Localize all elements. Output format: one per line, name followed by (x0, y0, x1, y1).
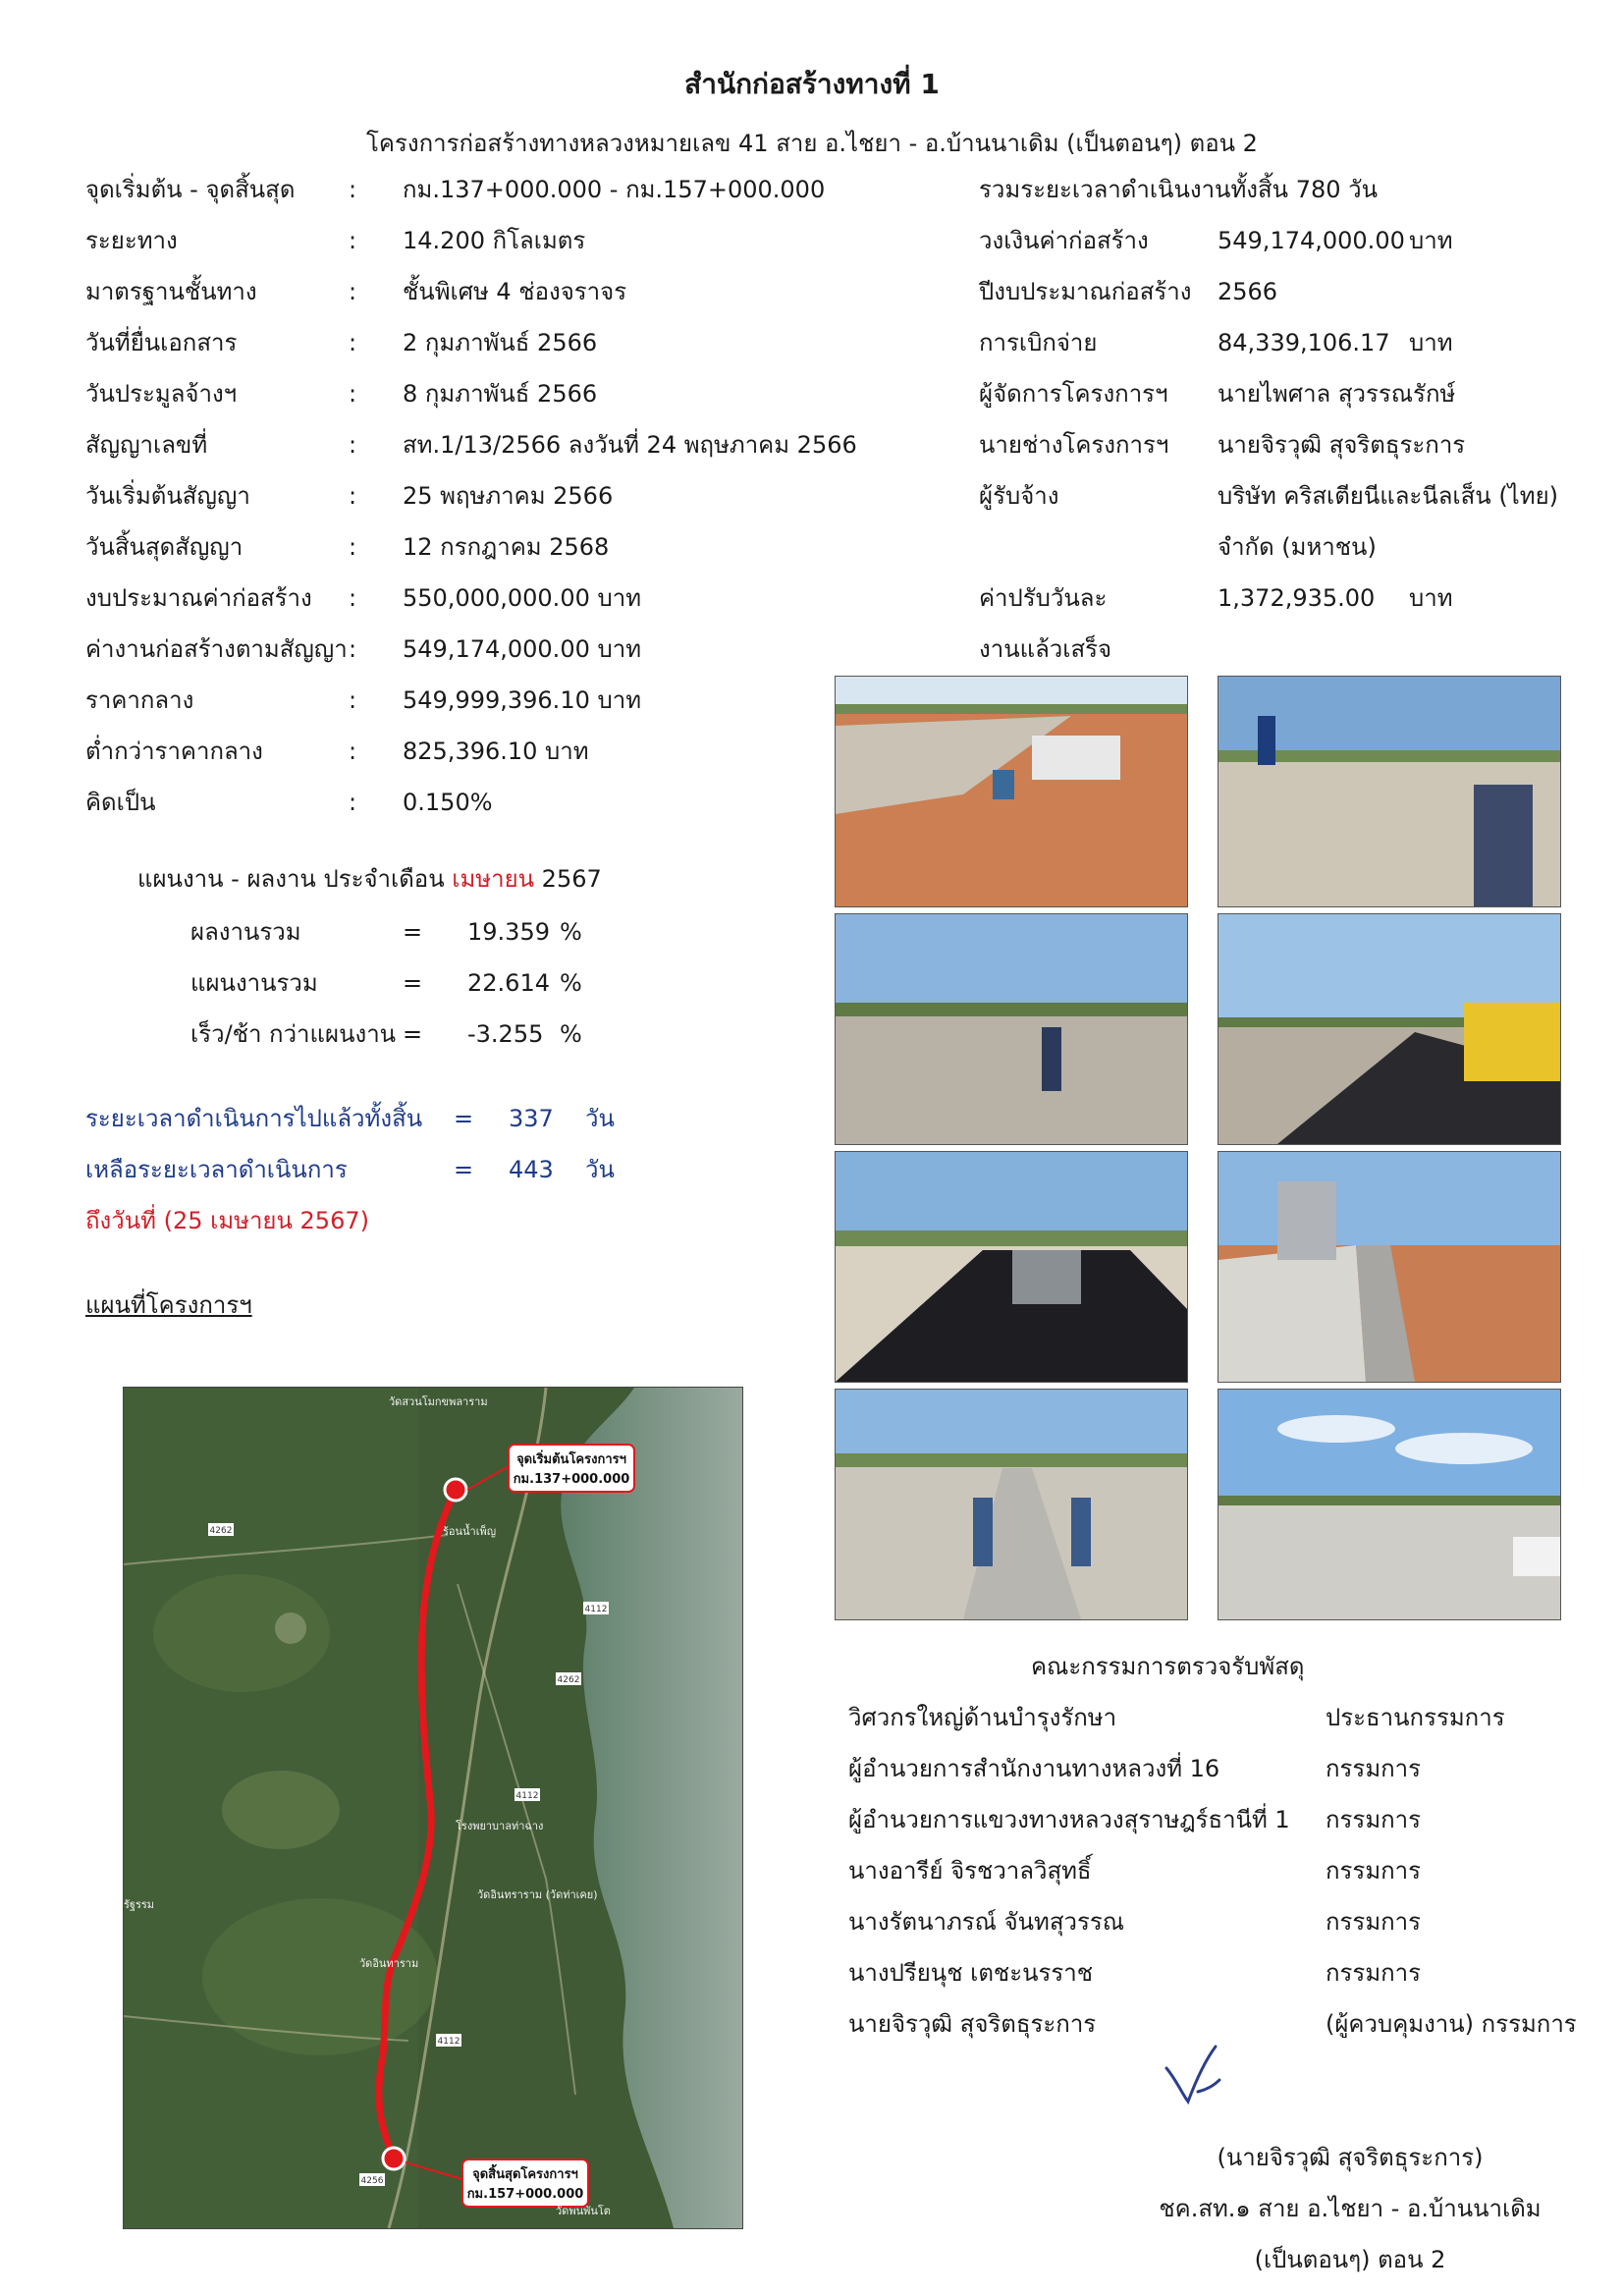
info-value: 8 กุมภาพันธ์ 2566 (403, 380, 598, 408)
construction-photo (835, 913, 1188, 1145)
progress-heading (137, 864, 602, 894)
map-place-label: วัดอินทราราม (วัดท่าเคย) (477, 1888, 598, 1901)
info-separator: : (349, 635, 357, 663)
info-label: งบประมาณค่าก่อสร้าง (85, 584, 312, 612)
fine-label-line2: งานแล้วเสร็จ (979, 635, 1112, 663)
duration-total: รวมระยะเวลาดำเนินงานทั้งสิ้น 780 วัน (979, 176, 1379, 203)
map-start-km: กม.137+000.000 (513, 1472, 630, 1487)
committee-member-role: กรรมการ (1326, 1908, 1422, 1936)
construction-photo (835, 676, 1188, 907)
fine-label: ค่าปรับวันละ (979, 584, 1108, 612)
info-separator: : (349, 533, 357, 561)
project-name: โครงการก่อสร้างทางหลวงหมายเลข 41 สาย อ.ไชยา - อ.บ้านนาเดิม (เป็นตอนๆ) ตอน 2 (366, 130, 1258, 157)
contractor-label: ผู้รับจ้าง (979, 482, 1059, 510)
info-value: 550,000,000.00 บาท (403, 584, 642, 612)
progress-unit: % (560, 1020, 582, 1048)
info-value: กม.137+000.000 - กม.157+000.000 (403, 176, 826, 203)
progress-value: -3.255 (467, 1020, 544, 1048)
info-label: ต่ำกว่าราคากลาง (85, 738, 263, 765)
progress-label: เร็ว/ช้า กว่าแผนงาน (190, 1020, 397, 1048)
info-separator: : (349, 789, 357, 816)
info-label: จุดเริ่มต้น - จุดสิ้นสุด (85, 176, 296, 203)
committee-member-name: วิศวกรใหญ่ด้านบำรุงรักษา (848, 1704, 1117, 1731)
info-label: วันเริ่มต้นสัญญา (85, 482, 250, 510)
signature-icon (1159, 2041, 1237, 2109)
page-title: สำนักก่อสร้างทางที่ 1 (684, 68, 940, 100)
remaining-unit: วัน (585, 1156, 615, 1183)
committee-member-name: ผู้อำนวยการสำนักงานทางหลวงที่ 16 (848, 1755, 1220, 1782)
remaining-value: 443 (509, 1156, 554, 1183)
start-pin-icon (445, 1479, 466, 1501)
fiscal-value: 2566 (1218, 278, 1278, 305)
map-place-label: รัฐรรม (124, 1898, 155, 1911)
fiscal-label: ปีงบประมาณก่อสร้าง (979, 278, 1192, 305)
info-label: ค่างานก่อสร้างตามสัญญา (85, 635, 348, 663)
committee-member-role: กรรมการ (1326, 1755, 1422, 1782)
road-number: 4112 (437, 2037, 460, 2047)
progress-eq: = (403, 1020, 423, 1048)
info-label: ราคากลาง (85, 686, 194, 714)
progress-label: ผลงานรวม (190, 918, 301, 946)
road-number: 4112 (515, 1791, 539, 1801)
construction-photo (1218, 676, 1561, 907)
info-separator: : (349, 482, 357, 510)
elapsed-label: ระยะเวลาดำเนินการไปแล้วทั้งสิ้น (85, 1105, 423, 1132)
committee-member-role: (ผู้ควบคุมงาน) กรรมการ (1326, 2010, 1577, 2038)
contractor-value-line2: จำกัด (มหาชน) (1218, 533, 1377, 561)
progress-unit: % (560, 969, 582, 997)
info-value: สท.1/13/2566 ลงวันที่ 24 พฤษภาคม 2566 (403, 431, 857, 459)
committee-member-role: กรรมการ (1326, 1959, 1422, 1987)
remaining-label: เหลือระยะเวลาดำเนินการ (85, 1156, 348, 1183)
committee-member-name: ผู้อำนวยการแขวงทางหลวงสุราษฎร์ธานีที่ 1 (848, 1806, 1290, 1833)
info-value: 0.150% (403, 789, 493, 816)
project-engineer-label: นายช่างโครงการฯ (979, 431, 1169, 459)
budget-label: วงเงินค่าก่อสร้าง (979, 227, 1149, 254)
signer-position-line2: (เป็นตอนๆ) ตอน 2 (1254, 2246, 1446, 2273)
disbursement-label: การเบิกจ่าย (979, 329, 1098, 356)
info-label: วันที่ยื่นเอกสาร (85, 329, 238, 356)
info-value: 14.200 กิโลเมตร (403, 227, 586, 254)
info-separator: : (349, 329, 357, 356)
project-manager-label: ผู้จัดการโครงการฯ (979, 380, 1168, 408)
disbursement-value: 84,339,106.17 (1218, 329, 1390, 356)
committee-member-role: กรรมการ (1326, 1806, 1422, 1833)
progress-heading-month: เมษายน (452, 865, 535, 893)
info-label: คิดเป็น (85, 789, 156, 816)
info-label: วันสิ้นสุดสัญญา (85, 533, 244, 561)
budget-unit: บาท (1409, 227, 1453, 254)
budget-value: 549,174,000.00 (1218, 227, 1405, 254)
elapsed-eq: = (454, 1105, 474, 1132)
info-label: วันประมูลจ้างฯ (85, 380, 238, 408)
progress-value: 22.614 (467, 969, 550, 997)
info-value: 2 กุมภาพันธ์ 2566 (403, 329, 598, 356)
info-value: 549,999,396.10 บาท (403, 686, 642, 714)
committee-member-name: นางปรียนุช เตชะนรราช (848, 1959, 1094, 1987)
project-manager-value: นายไพศาล สุวรรณรักษ์ (1218, 380, 1456, 408)
info-separator: : (349, 227, 357, 254)
road-number: 4262 (557, 1675, 580, 1685)
construction-photo (835, 1151, 1188, 1383)
progress-label: แผนงานรวม (190, 969, 318, 997)
info-value: 12 กรกฎาคม 2568 (403, 533, 610, 561)
as-of-date: ถึงวันที่ (25 เมษายน 2567) (85, 1207, 369, 1234)
progress-unit: % (560, 918, 582, 946)
construction-photo (1218, 913, 1561, 1145)
project-map (123, 1387, 743, 2229)
info-value: 549,174,000.00 บาท (403, 635, 642, 663)
info-separator: : (349, 738, 357, 765)
info-separator: : (349, 686, 357, 714)
map-heading: แผนที่โครงการฯ (85, 1291, 252, 1319)
remaining-eq: = (454, 1156, 474, 1183)
fine-unit: บาท (1409, 584, 1453, 612)
info-separator: : (349, 380, 357, 408)
info-separator: : (349, 278, 357, 305)
map-place-label: วัดสวนโมกขพลาราม (389, 1395, 488, 1408)
info-label: ระยะทาง (85, 227, 178, 254)
committee-heading: คณะกรรมการตรวจรับพัสดุ (1031, 1653, 1305, 1680)
project-engineer-value: นายจิรวุฒิ สุจริตธุระการ (1218, 431, 1466, 459)
elapsed-unit: วัน (585, 1105, 615, 1132)
road-number: 4112 (584, 1605, 608, 1614)
map-place-label: ร้อนน้ำเพ็ญ (443, 1525, 497, 1538)
info-separator: : (349, 431, 357, 459)
info-separator: : (349, 176, 357, 203)
signer-position: ชค.สท.๑ สาย อ.ไชยา - อ.บ้านนาเดิม (1159, 2195, 1542, 2222)
info-value: 825,396.10 บาท (403, 738, 589, 765)
committee-member-role: กรรมการ (1326, 1857, 1422, 1885)
construction-photo (835, 1389, 1188, 1620)
progress-eq: = (403, 969, 423, 997)
info-label: มาตรฐานชั้นทาง (85, 278, 257, 305)
map-end-km: กม.157+000.000 (466, 2187, 584, 2202)
fine-value: 1,372,935.00 (1218, 584, 1376, 612)
info-label: สัญญาเลขที่ (85, 431, 208, 459)
road-number: 4256 (360, 2176, 384, 2186)
info-separator: : (349, 584, 357, 612)
progress-heading-prefix: แผนงาน - ผลงาน ประจำเดือน (137, 865, 453, 893)
committee-member-name: นางรัตนาภรณ์ จันทสุวรรณ (848, 1908, 1125, 1936)
map-place-label: วัดอินทาราม (359, 1957, 419, 1970)
road-number: 4262 (209, 1526, 233, 1536)
committee-member-name: นายจิรวุฒิ สุจริตธุระการ (848, 2010, 1097, 2038)
map-place-label: โรงพยาบาลท่าฉาง (456, 1820, 544, 1832)
progress-eq: = (403, 918, 423, 946)
contractor-value: บริษัท คริสเตียนีและนีลเส็น (ไทย) (1218, 482, 1558, 510)
map-end-label: จุดสิ้นสุดโครงการฯ (472, 2167, 578, 2182)
progress-value: 19.359 (467, 918, 550, 946)
info-value: 25 พฤษภาคม 2566 (403, 482, 614, 510)
info-value: ชั้นพิเศษ 4 ช่องจราจร (403, 278, 627, 305)
progress-heading-year: 2567 (534, 865, 602, 893)
construction-photo (1218, 1151, 1561, 1383)
map-place-label: วัดพนพันโต (556, 2205, 611, 2217)
disbursement-unit: บาท (1409, 329, 1453, 356)
elapsed-value: 337 (509, 1105, 554, 1132)
committee-member-role: ประธานกรรมการ (1326, 1704, 1505, 1731)
construction-photo (1218, 1389, 1561, 1620)
map-start-label: จุดเริ่มต้นโครงการฯ (516, 1452, 626, 1467)
committee-member-name: นางอารีย์ จิรชวาลวิสุทธิ์ (848, 1857, 1092, 1885)
signer-name: (นายจิรวุฒิ สุจริตธุระการ) (1217, 2144, 1484, 2171)
